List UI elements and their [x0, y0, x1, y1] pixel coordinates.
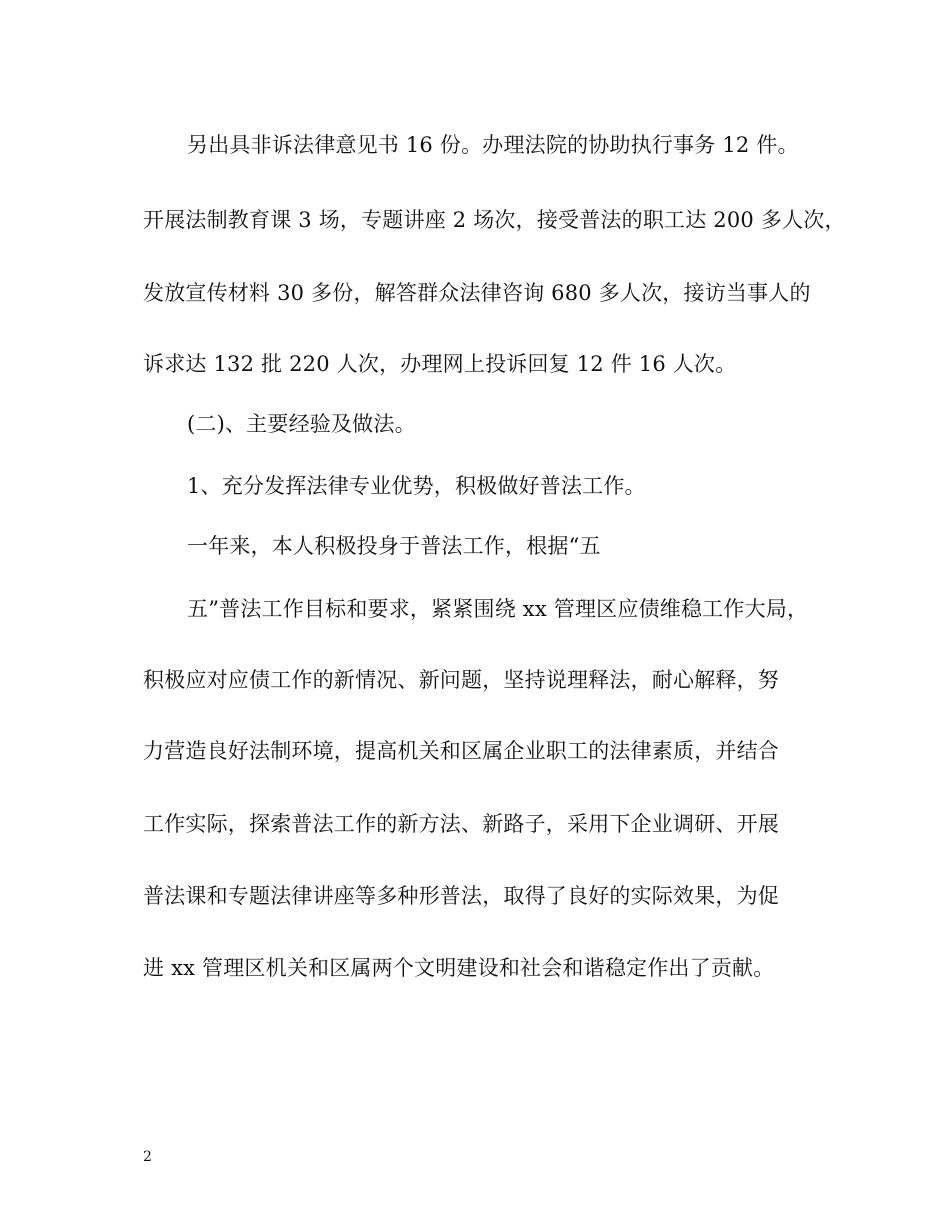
paragraph-line: 工作实际，探索普法工作的新方法、新路子，采用下企业调研、开展 — [143, 812, 779, 836]
paragraph-line: 力营造良好法制环境，提高机关和区属企业职工的法律素质，并结合 — [143, 739, 779, 763]
paragraph-line: 诉求达 132 批 220 人次，办理网上投诉回复 12 件 16 人次。 — [143, 352, 737, 376]
subsection-heading: 1、充分发挥法律专业优势，积极做好普法工作。 — [187, 474, 646, 498]
paragraph-line: 一年来，本人积极投身于普法工作，根据“五 — [187, 534, 601, 558]
paragraph-line: 开展法制教育课 3 场，专题讲座 2 场次，接受普法的职工达 200 多人次， — [143, 208, 846, 232]
paragraph-line: 另出具非诉法律意见书 16 份。办理法院的协助执行事务 12 件。 — [187, 133, 799, 157]
paragraph-line: 五”普法工作目标和要求，紧紧围绕 xx 管理区应债维稳工作大局， — [187, 597, 809, 621]
page-number: 2 — [143, 1149, 152, 1165]
paragraph-line: 积极应对应债工作的新情况、新问题，坚持说理释法，耐心解释，努 — [143, 668, 779, 692]
paragraph-line: 普法课和专题法律讲座等多种形普法，取得了良好的实际效果，为促 — [143, 884, 779, 908]
section-heading: (二)、主要经验及做法。 — [187, 412, 416, 436]
paragraph-line: 进 xx 管理区机关和区属两个文明建设和社会和谐稳定作出了贡献。 — [143, 956, 775, 980]
paragraph-line: 发放宣传材料 30 多份，解答群众法律咨询 680 多人次，接访当事人的 — [143, 281, 811, 305]
